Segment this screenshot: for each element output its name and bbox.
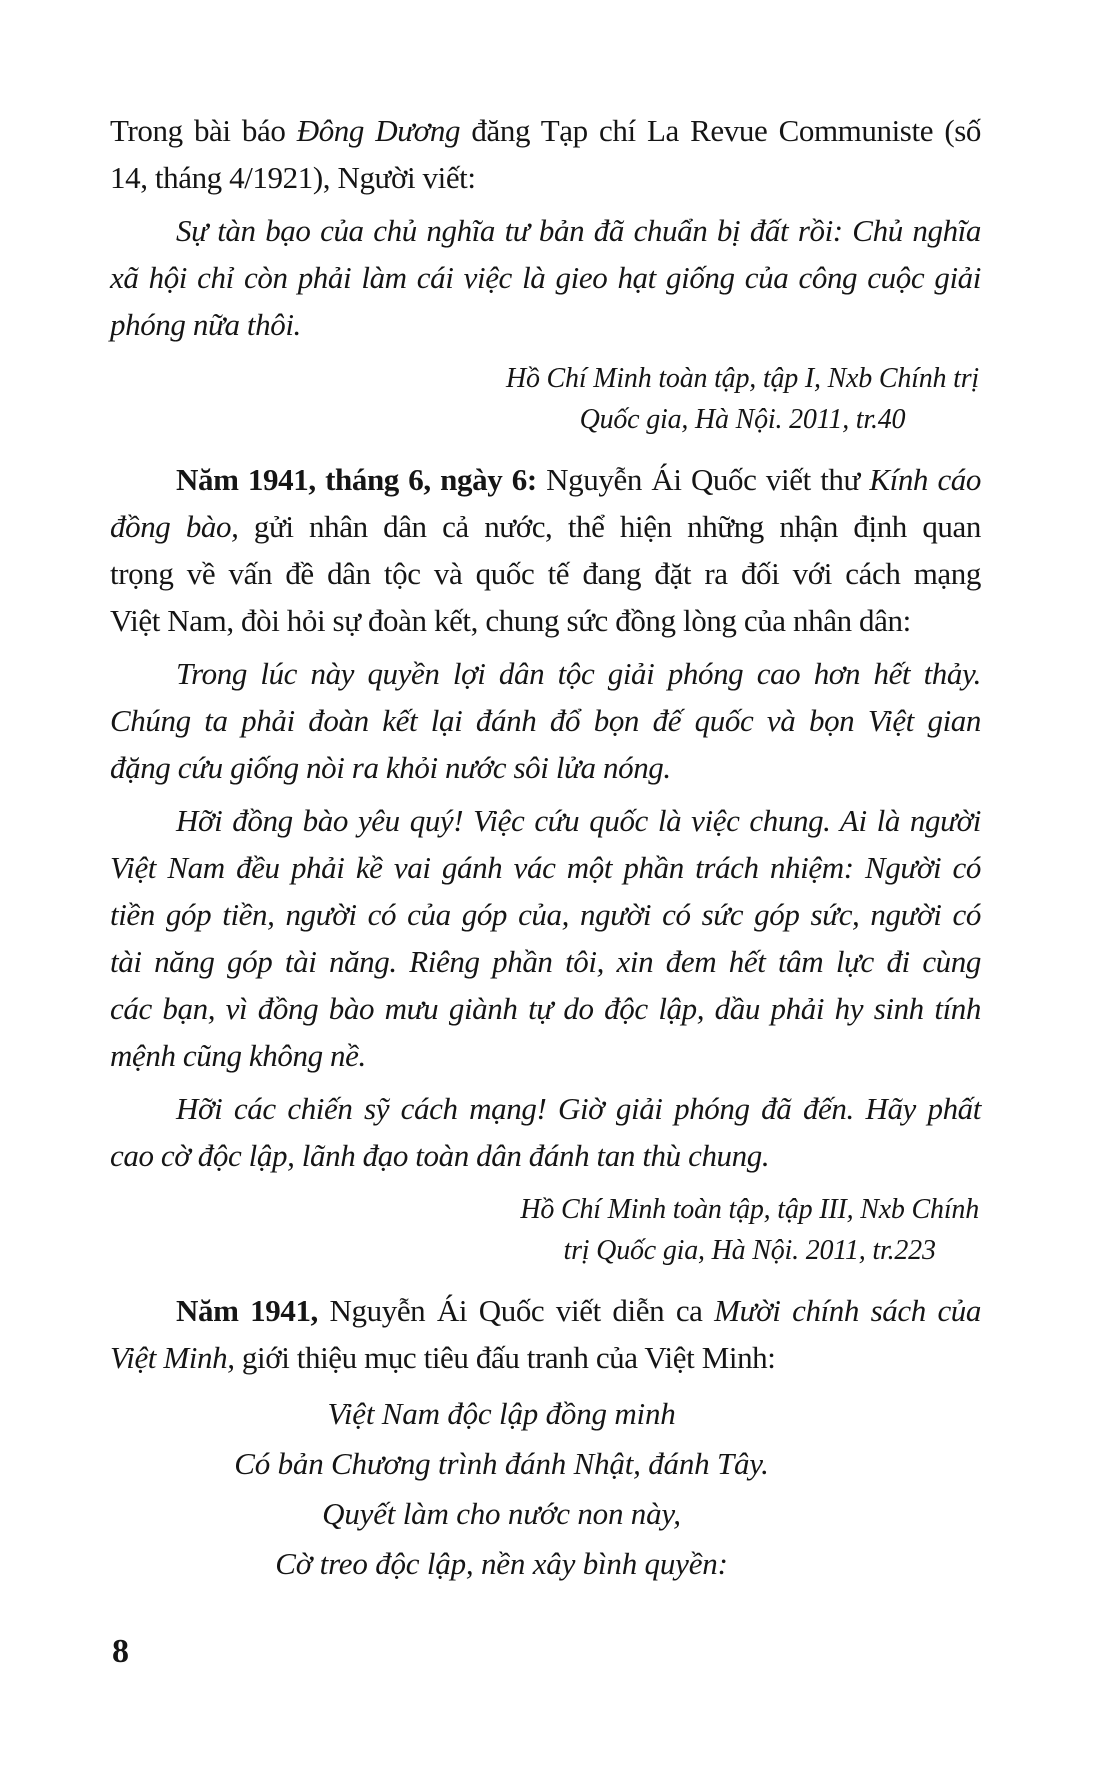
text-line bbox=[110, 154, 981, 201]
citation-line: Hồ Chí Minh toàn tập, tập III, Nxb Chính bbox=[520, 1194, 979, 1225]
italic-text: đồng bào, bbox=[110, 509, 254, 544]
regular-text: Trong bài báo bbox=[110, 113, 297, 148]
italic-text: Hỡi các chiến sỹ cách mạng! Giờ giải phóng đã đến. Hãy phất bbox=[176, 1091, 981, 1126]
quote-block-capitalism bbox=[110, 207, 981, 348]
italic-text: Hỡi đồng bào yêu quý! Việc cứu quốc là việc chung. Ai là người bbox=[176, 803, 981, 838]
poem-line: Cờ treo độc lập, nền xây bình quyền: bbox=[275, 1546, 728, 1581]
text-line bbox=[110, 456, 981, 503]
text-line bbox=[110, 207, 981, 254]
italic-text: Trong lúc này quyền lợi dân tộc giải phóng cao hơn hết thảy. bbox=[176, 656, 981, 691]
text-line bbox=[110, 550, 981, 597]
citation-1 bbox=[506, 358, 979, 440]
italic-text: tiền góp tiền, người có của góp của, người có sức góp sức, người có bbox=[110, 897, 981, 932]
paragraph-intro bbox=[110, 107, 981, 201]
text-line bbox=[110, 697, 981, 744]
poem-block bbox=[110, 1389, 981, 1589]
text-line bbox=[110, 1334, 981, 1381]
page-number: 8 bbox=[112, 1633, 129, 1670]
regular-text: Nguyễn Ái Quốc viết thư bbox=[546, 462, 870, 497]
italic-text: Mười chính sách của bbox=[714, 1293, 982, 1328]
citation-2 bbox=[520, 1189, 979, 1271]
text-line bbox=[110, 891, 981, 938]
text-line bbox=[110, 597, 981, 644]
page-content bbox=[110, 107, 981, 1589]
text-line bbox=[110, 301, 981, 348]
regular-text: gửi nhân dân cả nước, thể hiện những nhận định quan bbox=[253, 509, 981, 544]
poem-line: Có bản Chương trình đánh Nhật, đánh Tây. bbox=[234, 1446, 769, 1481]
italic-text: Chúng ta phải đoàn kết lại đánh đổ bọn đế quốc và bọn Việt gian bbox=[110, 703, 981, 738]
text-line bbox=[110, 1032, 981, 1079]
italic-text: phóng nữa thôi. bbox=[110, 307, 301, 342]
text-line bbox=[110, 744, 981, 791]
text-line bbox=[110, 1132, 981, 1179]
italic-text: xã hội chỉ còn phải làm cái việc là gieo hạt giống của công cuộc giải bbox=[110, 260, 981, 295]
quote-block-compatriots bbox=[110, 797, 981, 1079]
paragraph-1941-poem-intro bbox=[110, 1287, 981, 1381]
italic-text: Sự tàn bạo của chủ nghĩa tư bản đã chuẩn bị đất rồi: Chủ nghĩa bbox=[176, 213, 981, 248]
italic-text: tài năng góp tài năng. Riêng phần tôi, xin đem hết tâm lực đi cùng bbox=[110, 944, 981, 979]
paragraph-1941-june bbox=[110, 456, 981, 644]
bold-text: Năm 1941, bbox=[176, 1293, 330, 1328]
regular-text: Việt Nam, đòi hỏi sự đoàn kết, chung sức đồng lòng của nhân dân: bbox=[110, 603, 911, 638]
regular-text: 14, tháng 4/1921), Người viết: bbox=[110, 160, 476, 195]
italic-text: mệnh cũng không nề. bbox=[110, 1038, 366, 1073]
regular-text: trọng về vấn đề dân tộc và quốc tế đang đặt ra đối với cách mạng bbox=[110, 556, 981, 591]
text-line bbox=[110, 985, 981, 1032]
italic-text: Đông Dương bbox=[296, 113, 461, 148]
text-line bbox=[110, 1287, 981, 1334]
italic-text: đặng cứu giống nòi ra khỏi nước sôi lửa nóng. bbox=[110, 750, 671, 785]
italic-text: các bạn, vì đồng bào mưu giành tự do độc lập, dầu phải hy sinh tính bbox=[110, 991, 981, 1026]
regular-text: Nguyễn Ái Quốc viết diễn ca bbox=[329, 1293, 715, 1328]
italic-text: Việt Nam đều phải kề vai gánh vác một phần trách nhiệm: Người có bbox=[110, 850, 981, 885]
italic-text: Kính cáo bbox=[869, 462, 982, 497]
text-line bbox=[110, 797, 981, 844]
regular-text: đăng Tạp chí La Revue Communiste (số bbox=[460, 113, 982, 148]
bold-text: Năm 1941, tháng 6, ngày 6: bbox=[176, 462, 547, 497]
italic-text: cao cờ độc lập, lãnh đạo toàn dân đánh tan thù chung. bbox=[110, 1138, 770, 1173]
text-line bbox=[110, 1085, 981, 1132]
regular-text: giới thiệu mục tiêu đấu tranh của Việt Minh: bbox=[241, 1340, 776, 1375]
citation-line: Quốc gia, Hà Nội. 2011, tr.40 bbox=[579, 404, 906, 435]
quote-block-fighters bbox=[110, 1085, 981, 1179]
text-line bbox=[110, 938, 981, 985]
text-line bbox=[110, 650, 981, 697]
poem-line: Quyết làm cho nước non này, bbox=[322, 1496, 681, 1531]
quote-block-unity bbox=[110, 650, 981, 791]
poem-line: Việt Nam độc lập đồng minh bbox=[327, 1396, 676, 1431]
text-line bbox=[110, 844, 981, 891]
text-line bbox=[110, 107, 981, 154]
italic-text: Việt Minh, bbox=[110, 1340, 242, 1375]
text-line bbox=[110, 503, 981, 550]
citation-line: trị Quốc gia, Hà Nội. 2011, tr.223 bbox=[563, 1235, 936, 1266]
text-line bbox=[110, 254, 981, 301]
citation-line: Hồ Chí Minh toàn tập, tập I, Nxb Chính trị bbox=[505, 363, 979, 394]
